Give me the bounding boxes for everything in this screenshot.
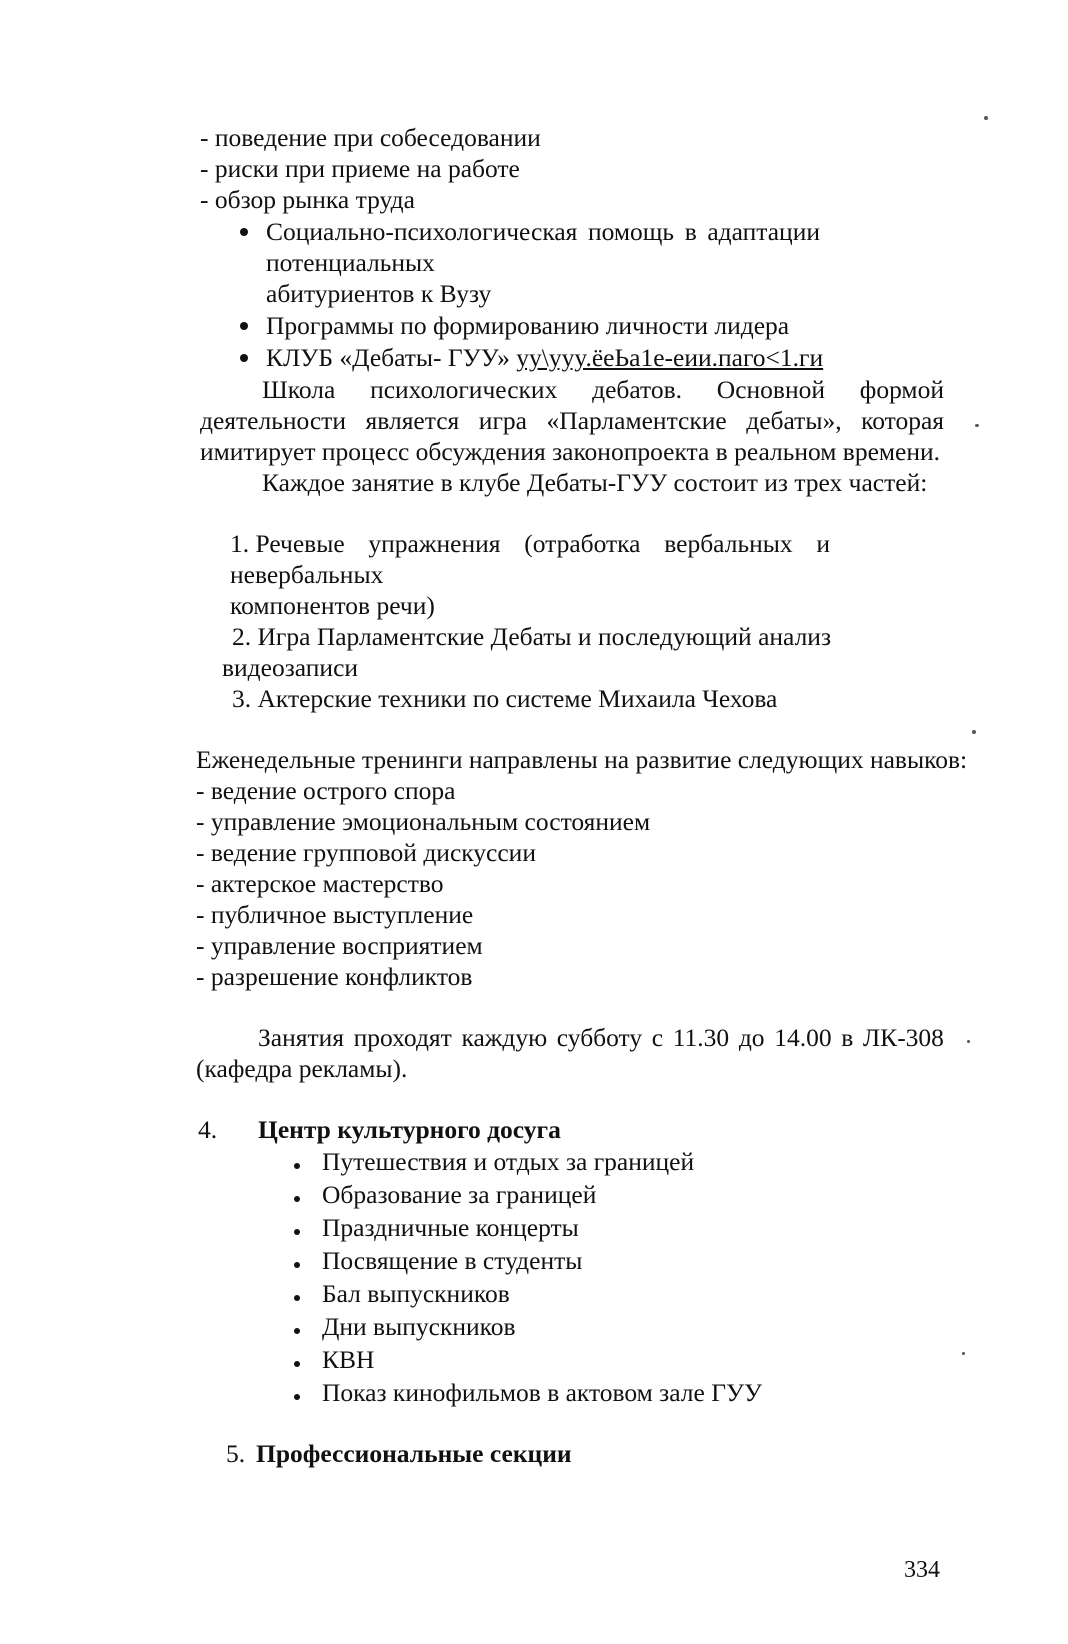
list-item: Бал выпускников: [322, 1279, 510, 1308]
numbered-item-line: невербальных: [230, 560, 384, 589]
word: помощь: [588, 217, 675, 246]
scan-speck: [967, 1040, 970, 1043]
list-item: Посвящение в студенты: [322, 1246, 583, 1275]
word: которая: [861, 406, 944, 435]
word: в: [684, 217, 697, 246]
word: психологических: [370, 375, 558, 404]
word: каждую: [461, 1023, 548, 1052]
bullet-icon: [240, 354, 248, 362]
dash-item: - актерское мастерство: [196, 869, 444, 898]
word: дебатов.: [592, 375, 683, 404]
word: Школа: [262, 375, 336, 404]
word: до: [738, 1023, 765, 1052]
scan-speck: [962, 1352, 965, 1355]
word: 14.00: [774, 1023, 832, 1052]
bullet-icon: [294, 1328, 300, 1334]
numbered-item-line: компонентов речи): [230, 591, 435, 620]
bullet-item-line: [266, 216, 820, 248]
section-title: Центр культурного досуга: [258, 1115, 561, 1144]
word: формой: [859, 375, 944, 404]
bullet-item: [266, 342, 823, 374]
word: является: [365, 406, 460, 435]
word: и: [816, 529, 830, 558]
word: 11.30: [672, 1023, 730, 1052]
paragraph-line: Каждое занятие в клубе Дебаты-ГУУ состоит из трех частей:: [262, 468, 928, 497]
word: (отработка: [524, 529, 641, 558]
list-item: Путешествия и отдых за границей: [322, 1147, 695, 1176]
bullet-icon: [240, 228, 248, 236]
word: вербальных: [664, 529, 793, 558]
club-name: КЛУБ «Дебаты- ГУУ»: [266, 343, 517, 372]
list-item: Образование за границей: [322, 1180, 597, 1209]
dash-item: - управление восприятием: [196, 931, 483, 960]
dash-item: - публичное выступление: [196, 900, 474, 929]
word: адаптации: [707, 217, 820, 246]
word: 1. Речевые: [230, 529, 345, 558]
scan-speck: [984, 116, 988, 120]
section-number: 5.: [226, 1439, 246, 1468]
numbered-item-line: видеозаписи: [222, 653, 359, 682]
dash-item: - разрешение конфликтов: [196, 962, 473, 991]
bullet-icon: [294, 1361, 300, 1367]
bullet-icon: [294, 1394, 300, 1400]
bullet-icon: [240, 322, 248, 330]
numbered-item-line: [230, 528, 830, 560]
page-number: 334: [904, 1557, 940, 1583]
bullet-item-line: абитуриентов к Вузу: [266, 279, 492, 308]
word: Социально-психологическая: [266, 217, 578, 246]
list-item: КВН: [322, 1345, 375, 1374]
word: в: [841, 1023, 854, 1052]
word: «Парламентские: [546, 406, 727, 435]
word: Основной: [716, 375, 826, 404]
paragraph-line: имитирует процесс обсуждения законопроекта в реальном времени.: [200, 437, 941, 466]
dash-item: - риски при приеме на работе: [200, 154, 520, 183]
bullet-icon: [294, 1262, 300, 1268]
dash-item: - обзор рынка труда: [200, 185, 415, 214]
scan-speck: [972, 730, 976, 734]
dash-item: - поведение при собеседовании: [200, 123, 541, 152]
numbered-item: 3. Актерские техники по системе Михаила Чехова: [232, 684, 778, 713]
paragraph-line: [200, 405, 944, 437]
list-item: Дни выпускников: [322, 1312, 516, 1341]
word: ЛК-308: [862, 1023, 944, 1052]
list-item: Показ кинофильмов в актовом зале ГУУ: [322, 1378, 763, 1407]
paragraph-line: [258, 1022, 944, 1054]
paragraph-line: Еженедельные тренинги направлены на развитие следующих навыков:: [196, 745, 968, 774]
word: игра: [478, 406, 527, 435]
word: субботу: [556, 1023, 643, 1052]
club-link[interactable]: yy\yyy.ёеЬа1е-еии.паго<1.ги: [516, 343, 824, 372]
bullet-icon: [294, 1196, 300, 1202]
word: деятельности: [200, 406, 346, 435]
word: упражнения: [368, 529, 501, 558]
bullet-icon: [294, 1163, 300, 1169]
scan-speck: [975, 424, 979, 427]
section-number: 4.: [198, 1115, 218, 1144]
word: Занятия: [258, 1023, 344, 1052]
bullet-item-line: потенциальных: [266, 248, 435, 277]
dash-item: - управление эмоциональным состоянием: [196, 807, 651, 836]
paragraph-line: [262, 374, 944, 406]
numbered-item-line: 2. Игра Парламентские Дебаты и последующий анализ: [232, 622, 832, 651]
word: проходят: [353, 1023, 452, 1052]
bullet-item: Программы по формированию личности лидера: [266, 311, 790, 340]
bullet-icon: [294, 1295, 300, 1301]
bullet-icon: [294, 1229, 300, 1235]
list-item: Праздничные концерты: [322, 1213, 579, 1242]
paragraph-line: (кафедра рекламы).: [196, 1054, 408, 1083]
dash-item: - ведение групповой дискуссии: [196, 838, 536, 867]
word: с: [651, 1023, 664, 1052]
word: дебаты»,: [746, 406, 842, 435]
dash-item: - ведение острого спора: [196, 776, 456, 805]
section-title: Профессиональные секции: [256, 1439, 572, 1468]
